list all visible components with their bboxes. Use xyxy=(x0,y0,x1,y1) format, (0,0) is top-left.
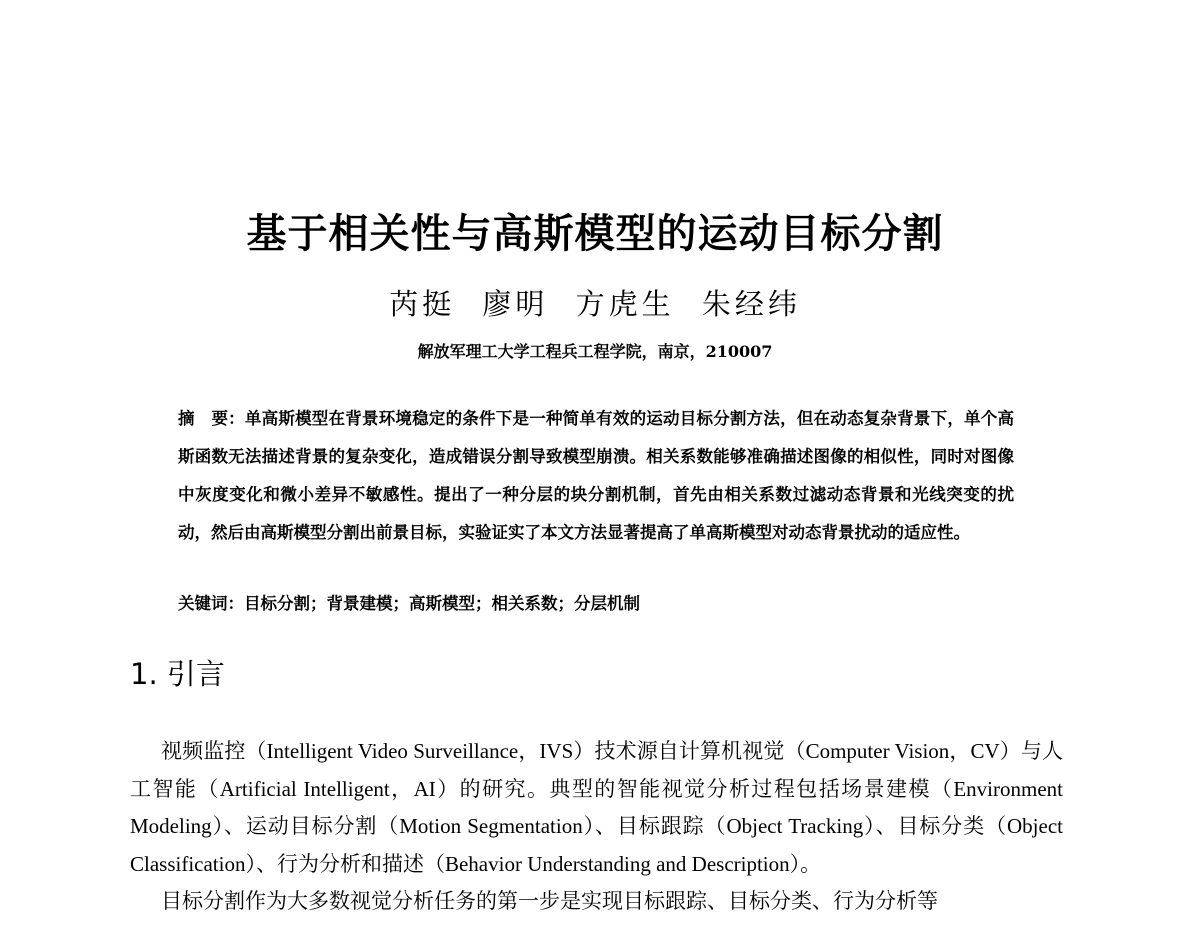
section-heading: 1. 引言 xyxy=(130,657,225,691)
abstract-text: 单高斯模型在背景环境稳定的条件下是一种简单有效的运动目标分割方法，但在动态复杂背景下，单个高斯函数无法描述背景的复杂变化，造成错误分割导致模型崩溃。相关系数能够准确描述图像的相似性，同时对图像中灰度变化和微小差异不敏感性。提出了一种分层的块分割机制，首先由相关系数过滤动态背景和光线突变的扰动，然后由高斯模型分割出前景目标，实验证实了本文方法显著提高了单高斯模型对动态背景扰动的适应性。 xyxy=(178,409,1015,542)
keywords xyxy=(178,590,640,614)
abstract-label: 摘 要： xyxy=(178,409,245,428)
keywords-label: 关键词： xyxy=(178,594,244,613)
section-body xyxy=(130,733,1063,921)
paragraph: 目标分割作为大多数视觉分析任务的第一步是实现目标跟踪、目标分类、行为分析等 xyxy=(161,889,938,913)
authors: 芮挺 廖明 方虎生 朱经纬 xyxy=(389,287,801,321)
paper-title: 基于相关性与高斯模型的运动目标分割 xyxy=(246,211,944,257)
paragraph: 视频监控（Intelligent Video Surveillance，IVS）技术源自计算机视觉（Computer Vision，CV）与人工智能（Artificial Intelligent，AI）的研究。典型的智能视觉分析过程包括场景建模（Environment Modeling）、运动目标分割（Motion Segmentation）、目标跟踪（Object Tracking）、目标分类（Object Classification）、行为分析和描述（Behavior Understanding and Description）。 xyxy=(130,739,1063,876)
abstract xyxy=(178,400,1014,552)
affiliation: 解放军理工大学工程兵工程学院，南京，210007 xyxy=(417,342,773,361)
keywords-text: 目标分割；背景建模；高斯模型；相关系数；分层机制 xyxy=(244,594,640,613)
